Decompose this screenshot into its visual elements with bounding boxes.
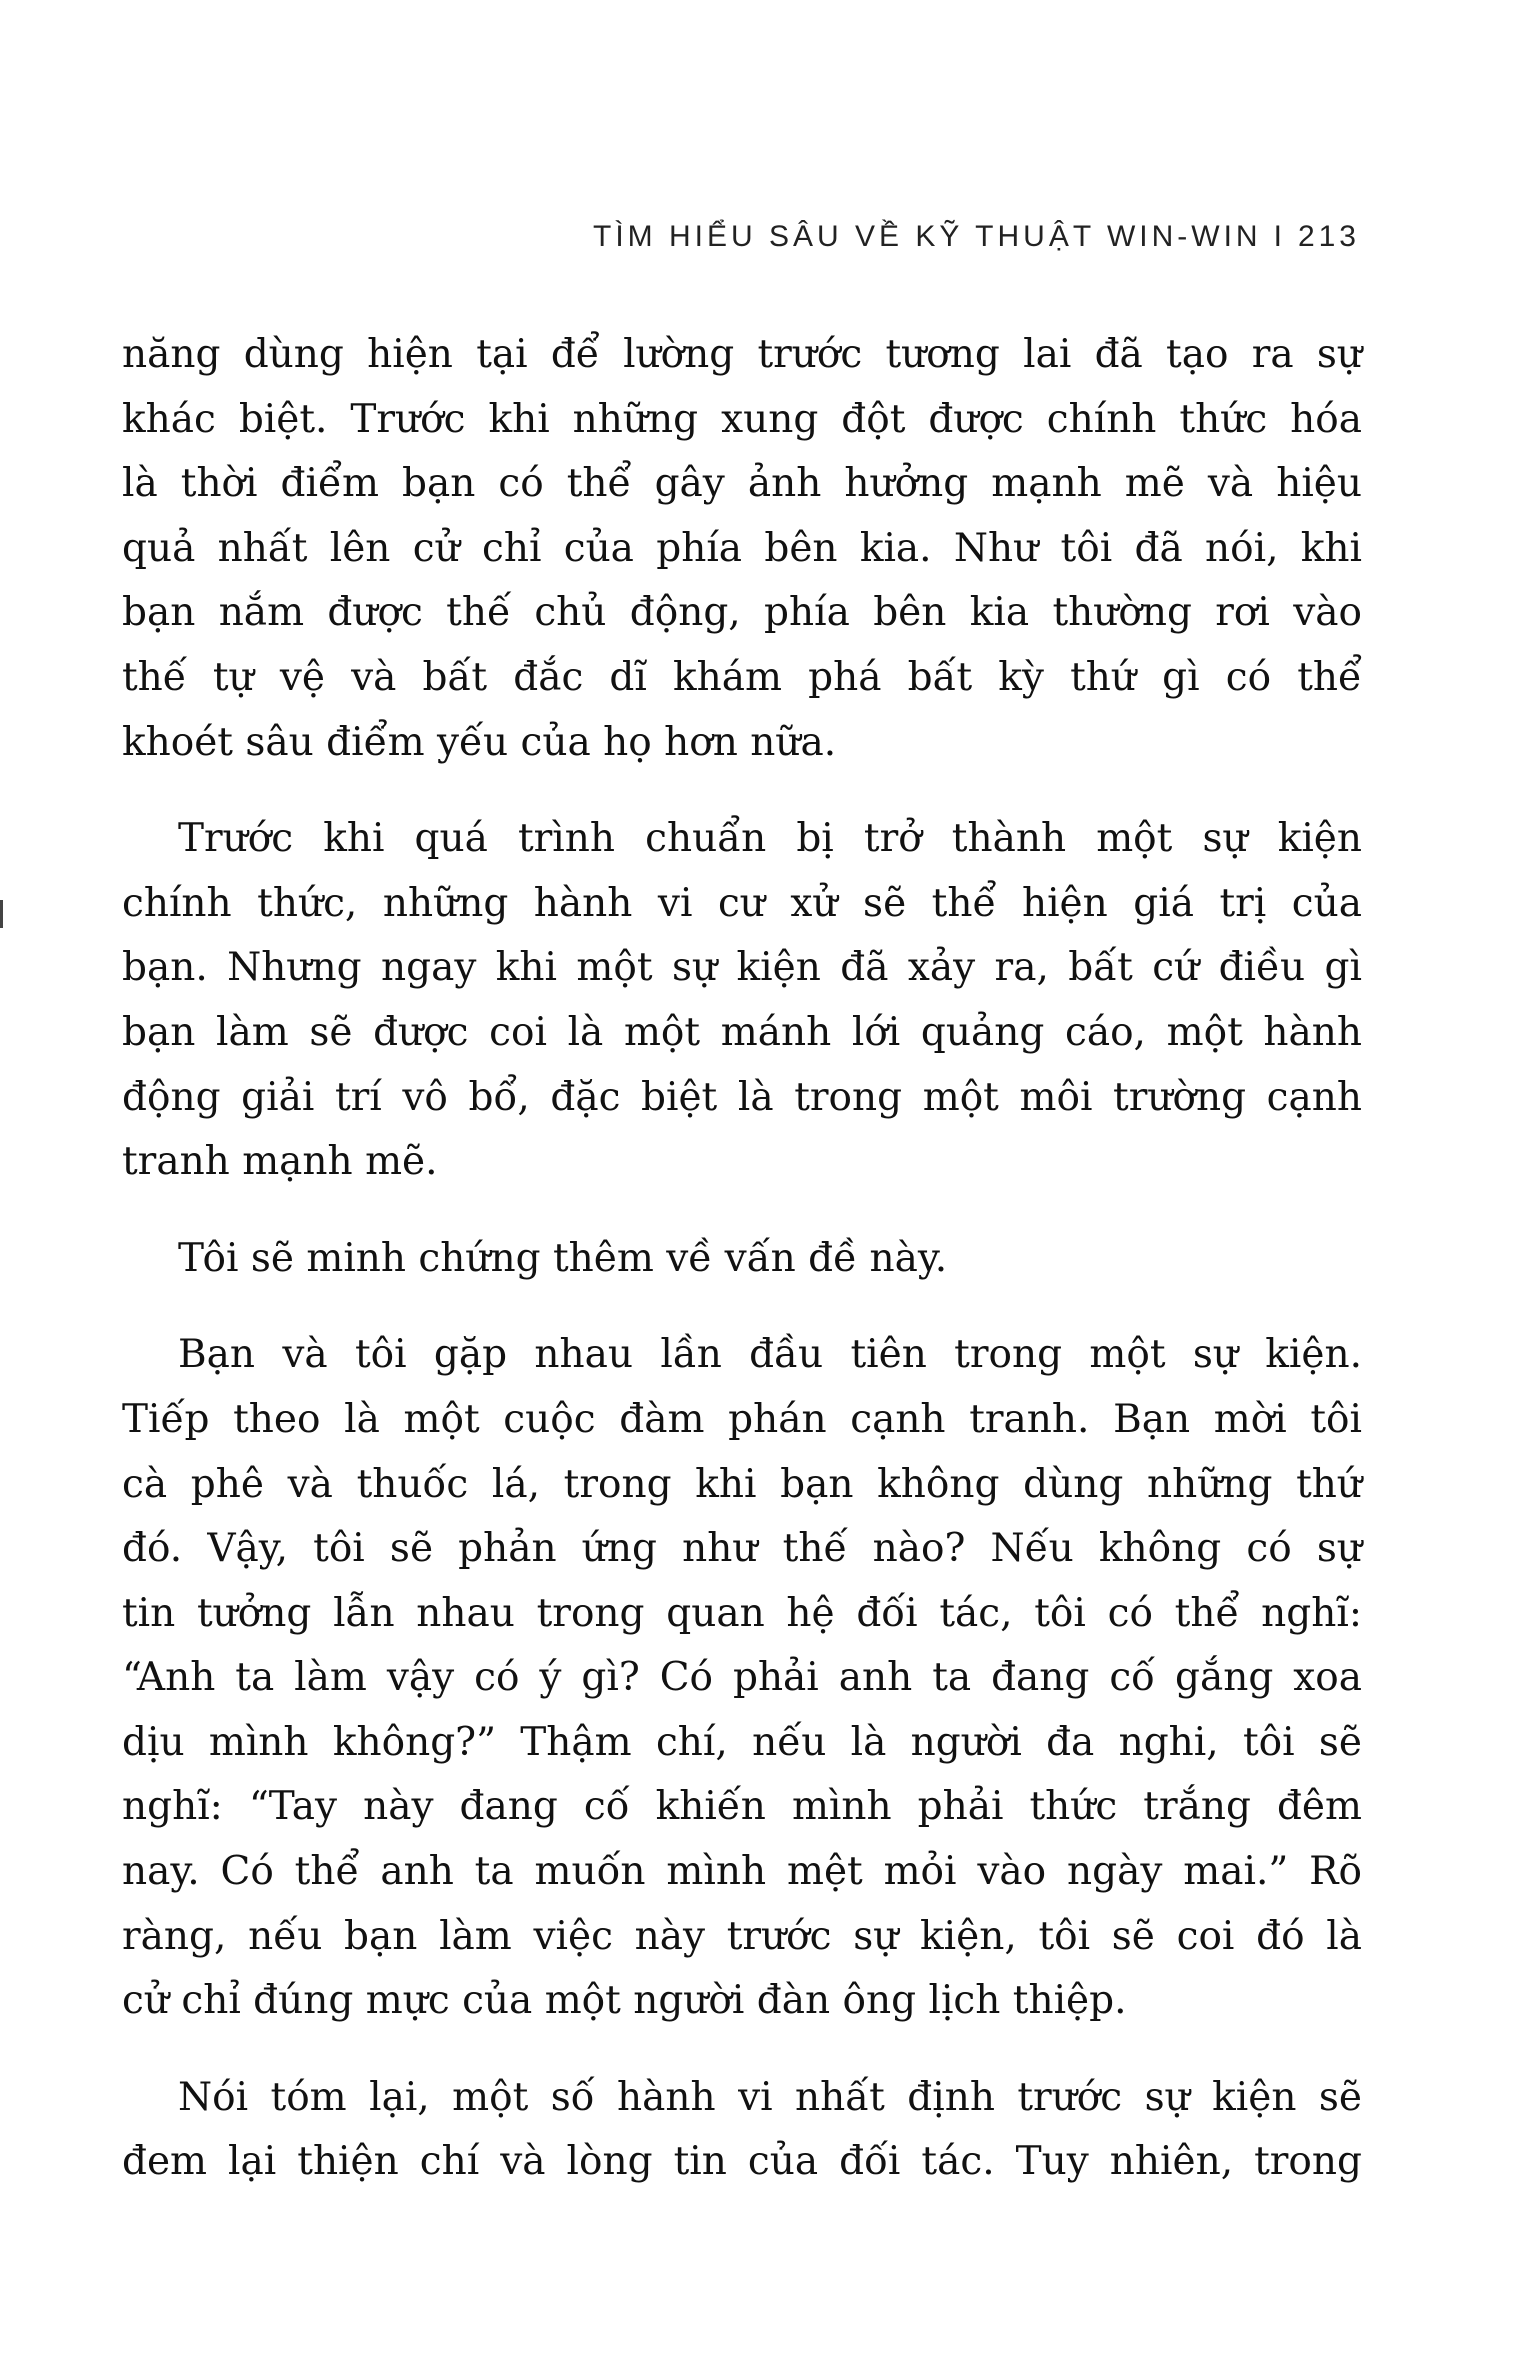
text-line: nay. Có thể anh ta muốn mình mệt mỏi vào ngày mai.” Rõ <box>122 1849 1362 1895</box>
running-header <box>450 220 1360 254</box>
text-line: cử chỉ đúng mực của một người đàn ông lịch thiệp. <box>122 1978 1127 2024</box>
text-line: quả nhất lên cử chỉ của phía bên kia. Như tôi đã nói, khi <box>122 525 1362 571</box>
header-separator: I <box>1273 220 1286 253</box>
text-line: bạn làm sẽ được coi là một mánh lới quảng cáo, một hành <box>122 1009 1362 1055</box>
running-title: TÌM HIỂU SÂU VỀ KỸ THUẬT WIN-WIN <box>593 220 1262 253</box>
text-line: khoét sâu điểm yếu của họ hơn nữa. <box>122 719 837 765</box>
text-line: đó. Vậy, tôi sẽ phản ứng như thế nào? Nếu không có sự <box>122 1526 1362 1572</box>
paragraph-4 <box>122 1323 1362 2034</box>
text-line: Tôi sẽ minh chứng thêm về vấn đề này. <box>178 1235 948 1281</box>
text-line: chính thức, những hành vi cư xử sẽ thể hiện giá trị của <box>122 880 1362 926</box>
text-line: dịu mình không?” Thậm chí, nếu là người đa nghi, tôi sẽ <box>122 1719 1362 1765</box>
text-line: khác biệt. Trước khi những xung đột được chính thức hóa <box>122 396 1362 442</box>
text-line: Tiếp theo là một cuộc đàm phán cạnh tranh. Bạn mời tôi <box>122 1396 1362 1442</box>
text-line: nghĩ: “Tay này đang cố khiến mình phải thức trắng đêm <box>122 1784 1362 1830</box>
text-line: ràng, nếu bạn làm việc này trước sự kiện, tôi sẽ coi đó là <box>122 1913 1362 1959</box>
page-number: 213 <box>1297 220 1360 253</box>
page-edge-mark <box>0 900 3 928</box>
text-line: Bạn và tôi gặp nhau lần đầu tiên trong một sự kiện. <box>178 1332 1362 1378</box>
paragraph-5 <box>122 2066 1362 2195</box>
text-line: là thời điểm bạn có thể gây ảnh hưởng mạnh mẽ và hiệu <box>122 461 1362 507</box>
text-line: bạn. Nhưng ngay khi một sự kiện đã xảy ra, bất cứ điều gì <box>122 945 1362 991</box>
text-line: “Anh ta làm vậy có ý gì? Có phải anh ta đang cố gắng xoa <box>122 1655 1362 1701</box>
text-line: tranh mạnh mẽ. <box>122 1139 438 1185</box>
text-line: động giải trí vô bổ, đặc biệt là trong một môi trường cạnh <box>122 1074 1362 1120</box>
paragraph-3 <box>122 1227 1362 1292</box>
text-line: cà phê và thuốc lá, trong khi bạn không dùng những thứ <box>122 1461 1362 1507</box>
text-line: Trước khi quá trình chuẩn bị trở thành một sự kiện <box>178 816 1362 862</box>
body-text <box>122 323 1362 2227</box>
paragraph-2 <box>122 807 1362 1195</box>
text-line: năng dùng hiện tại để lường trước tương lai đã tạo ra sự <box>122 332 1362 377</box>
text-line: Nói tóm lại, một số hành vi nhất định trước sự kiện sẽ <box>178 2074 1362 2120</box>
paragraph-1 <box>122 323 1362 775</box>
text-line: đem lại thiện chí và lòng tin của đối tác. Tuy nhiên, trong <box>122 2139 1362 2185</box>
text-line: thế tự vệ và bất đắc dĩ khám phá bất kỳ thứ gì có thể <box>122 654 1362 700</box>
text-line: tin tưởng lẫn nhau trong quan hệ đối tác, tôi có thể nghĩ: <box>122 1590 1362 1636</box>
text-line: bạn nắm được thế chủ động, phía bên kia thường rơi vào <box>122 590 1362 636</box>
